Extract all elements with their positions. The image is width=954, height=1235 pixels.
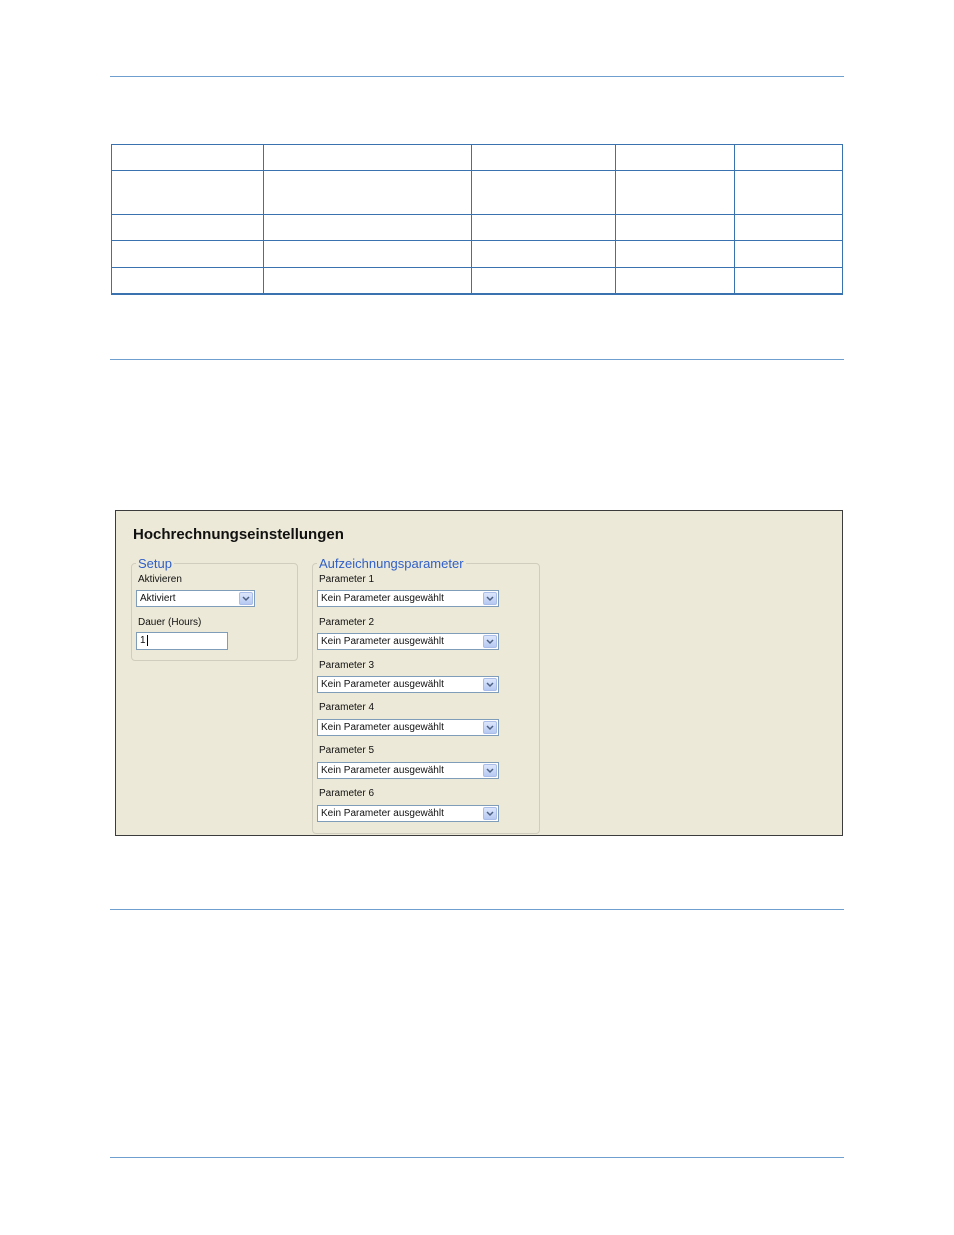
enable-label: Aktivieren bbox=[138, 574, 182, 585]
settings-panel bbox=[115, 510, 843, 836]
duration-input-value: 1 bbox=[140, 635, 146, 646]
section-rule bbox=[110, 359, 844, 360]
param-label: Parameter 1 bbox=[319, 574, 375, 585]
panel-title: Hochrechnungseinstellungen bbox=[133, 526, 344, 543]
text-caret bbox=[147, 635, 148, 646]
table-row bbox=[112, 267, 843, 294]
chevron-down-icon[interactable] bbox=[483, 807, 497, 820]
param-select-value: Kein Parameter ausgewählt bbox=[321, 593, 444, 604]
param-select-value: Kein Parameter ausgewählt bbox=[321, 722, 444, 733]
enable-select-value: Aktiviert bbox=[140, 593, 176, 604]
param-label: Parameter 4 bbox=[319, 702, 375, 713]
chevron-down-icon[interactable] bbox=[483, 678, 497, 691]
param-label: Parameter 3 bbox=[319, 660, 375, 671]
param-label: Parameter 2 bbox=[319, 617, 375, 628]
table-row bbox=[112, 145, 843, 171]
chevron-down-icon[interactable] bbox=[483, 592, 497, 605]
table-row bbox=[112, 241, 843, 267]
param-label: Parameter 5 bbox=[319, 745, 375, 756]
chevron-down-icon[interactable] bbox=[239, 592, 253, 605]
param-select[interactable] bbox=[317, 590, 499, 607]
param-select-value: Kein Parameter ausgewählt bbox=[321, 636, 444, 647]
table-row bbox=[112, 171, 843, 215]
chevron-down-icon[interactable] bbox=[483, 635, 497, 648]
chevron-down-icon[interactable] bbox=[483, 721, 497, 734]
param-select[interactable] bbox=[317, 719, 499, 736]
recording-params-legend: Aufzeichnungsparameter bbox=[319, 556, 464, 571]
footer-rule bbox=[110, 1157, 844, 1158]
param-label: Parameter 6 bbox=[319, 788, 375, 799]
param-select-value: Kein Parameter ausgewählt bbox=[321, 679, 444, 690]
section-rule bbox=[110, 909, 844, 910]
param-select[interactable] bbox=[317, 762, 499, 779]
param-select-value: Kein Parameter ausgewählt bbox=[321, 808, 444, 819]
empty-table bbox=[111, 144, 843, 295]
enable-select[interactable] bbox=[136, 590, 255, 607]
duration-input[interactable] bbox=[136, 632, 228, 650]
setup-legend: Setup bbox=[138, 556, 172, 571]
duration-label: Dauer (Hours) bbox=[138, 617, 202, 628]
chevron-down-icon[interactable] bbox=[483, 764, 497, 777]
param-select[interactable] bbox=[317, 633, 499, 650]
table-row bbox=[112, 214, 843, 240]
param-select[interactable] bbox=[317, 805, 499, 822]
param-select-value: Kein Parameter ausgewählt bbox=[321, 765, 444, 776]
header-rule bbox=[110, 76, 844, 77]
param-select[interactable] bbox=[317, 676, 499, 693]
